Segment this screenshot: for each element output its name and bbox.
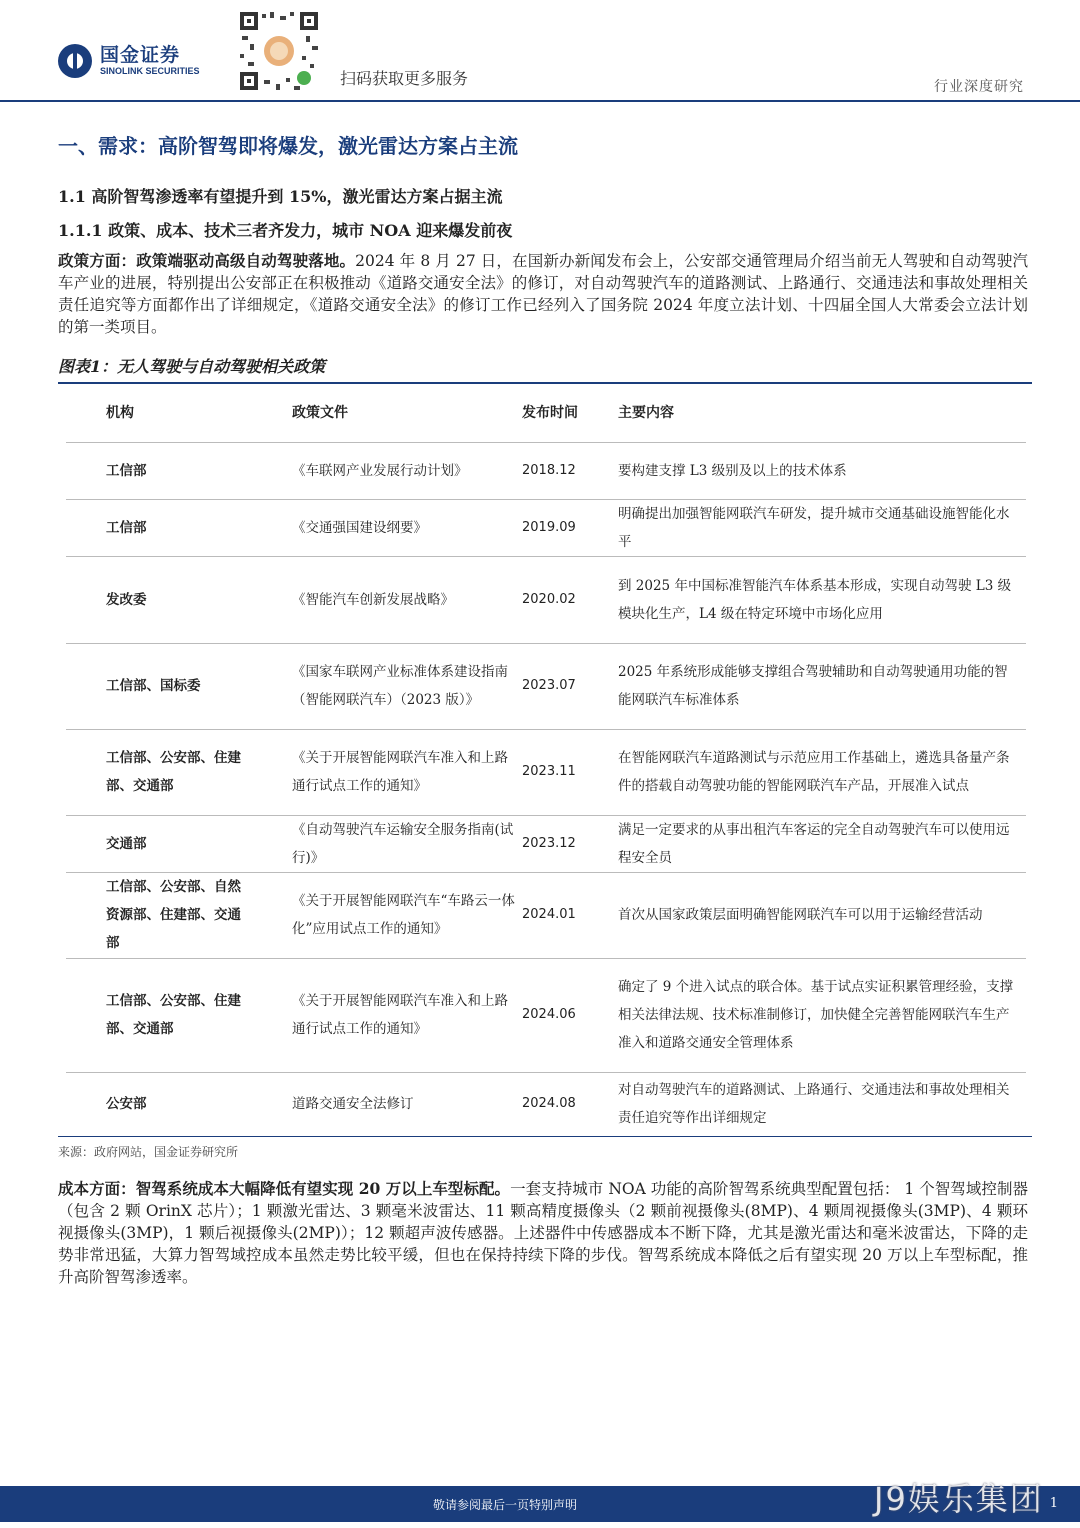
table-row [66,442,1026,499]
row-org: 发改委 [66,556,252,643]
row-org: 交通部 [66,815,252,872]
row-org: 公安部 [106,1096,147,1113]
figure-title: 图表1：无人驾驶与自动驾驶相关政策 [58,357,326,376]
table-row [66,729,1026,815]
row-content: 对自动驾驶汽车的道路测试、上路通行、交通违法和事故处理相关责任追究等作出详细规定 [618,1082,1010,1127]
subsection-heading-1-1-1: 1.1.1 政策、成本、技术三者齐发力，城市 NOA 迎来爆发前夜 [58,221,513,240]
company-logo [58,44,200,78]
table-row [66,872,1026,958]
row-date: 2019.09 [518,499,614,556]
row-content: 要构建支撑 L3 级别及以上的技术体系 [614,442,1026,499]
row-doc: 道路交通安全法修订 [292,1096,414,1113]
figure-source: 来源：政府网站，国金证券研究所 [58,1145,239,1159]
row-date: 2024.06 [518,958,614,1072]
row-doc: 《智能汽车创新发展战略》 [252,556,518,643]
qr-code-icon[interactable] [236,8,322,94]
row-date: 2018.12 [518,442,614,499]
row-org: 工信部、公安部、自然资源部、住建部、交通部 [66,872,252,958]
row-date: 2023.07 [518,643,614,729]
row-date: 2020.02 [518,556,614,643]
row-org: 工信部 [66,442,252,499]
row-date: 2024.01 [518,872,614,958]
logo-cn-text: 国金证券 [100,44,181,66]
table-row [66,815,1026,872]
row-org: 工信部、公安部、住建部、交通部 [66,958,252,1072]
row-doc: 《交通强国建设纲要》 [252,499,518,556]
row-org: 工信部 [66,499,252,556]
row-doc: 《自动驾驶汽车运输安全服务指南(试行)》 [252,815,518,872]
table-row [66,1072,1026,1136]
table-row [66,556,1026,643]
cost-paragraph-lead: 成本方面：智驾系统成本大幅降低有望实现 20 万以上车型标配。 [58,1179,511,1198]
logo-en-text: SINOLINK SECURITIES [100,66,200,76]
policy-paragraph-lead: 政策方面：政策端驱动高级自动驾驶落地。 [58,251,356,270]
subsection-heading-1-1: 1.1 高阶智驾渗透率有望提升到 15%，激光雷达方案占据主流 [58,187,503,206]
row-content: 在智能网联汽车道路测试与示范应用工作基础上，遴选具备量产条件的搭载自动驾驶功能的智能网联汽车产品，开展准入试点 [614,729,1026,815]
footer-disclaimer-link[interactable]: 敬请参阅最后一页特别声明 [432,1498,577,1512]
page-number: 1 [1049,1496,1058,1511]
watermark-text: J9娱乐集团 [874,1480,1044,1518]
table-row [66,499,1026,556]
row-content: 到 2025 年中国标准智能汽车体系基本形成，实现自动驾驶 L3 级模块化生产，L4 级在特定环境中市场化应用 [614,556,1026,643]
page-header [0,0,1080,102]
logo-mark-icon [58,44,92,78]
row-doc: 《关于开展智能网联汽车准入和上路通行试点工作的通知》 [252,729,518,815]
header-date: 发布时间 [518,384,614,442]
figure-bottom-rule [58,1136,1032,1137]
header-content: 主要内容 [614,384,1026,442]
table-header-row [66,384,1026,442]
policy-paragraph [58,250,1028,338]
row-date: 2023.11 [518,729,614,815]
policy-table [66,384,1026,1136]
row-content: 满足一定要求的从事出租汽车客运的完全自动驾驶汽车可以使用远程安全员 [614,815,1026,872]
header-divider [0,100,1080,102]
row-doc: 《关于开展智能网联汽车“车路云一体化”应用试点工作的通知》 [252,872,518,958]
header-org: 机构 [66,384,252,442]
row-content: 明确提出加强智能网联汽车研发，提升城市交通基础设施智能化水平 [614,499,1026,556]
row-date: 2024.08 [522,1096,576,1112]
row-date: 2023.12 [518,815,614,872]
row-content: 首次从国家政策层面明确智能网联汽车可以用于运输经营活动 [614,872,1026,958]
report-type-label: 行业深度研究 [934,79,1024,95]
row-org: 工信部、国标委 [66,643,252,729]
row-doc: 《国家车联网产业标准体系建设指南（智能网联汽车）（2023 版）》 [252,643,518,729]
table-row [66,643,1026,729]
cost-paragraph-body: 一套支持城市 NOA 功能的高阶智驾系统典型配置包括： 1 个智驾域控制器（包含 2 颗 OrinX 芯片）；1 颗激光雷达、3 颗毫米波雷达、11 颗高精度摄像头（2 颗前视摄像头(8MP)、4 颗周视摄像头(3MP)、4 颗环视摄像头(3MP)，1 颗后视摄像头(2MP)）；12 颗超声波传感器。上述器件中传感器成本不断下降，尤其是激光雷达和毫米波雷达，下降的走势非常迅猛，大算力智驾域控成本虽然走势比较平缓，但也在保持持续下降的步伐。智驾系统成本降低之后有望实现 20 万以上车型标配，推升高阶智驾渗透率。 [58,1180,1028,1286]
scan-prompt: 扫码获取更多服务 [340,69,469,88]
row-doc: 《关于开展智能网联汽车准入和上路通行试点工作的通知》 [252,958,518,1072]
table-row [66,958,1026,1072]
section-heading: 一、需求：高阶智驾即将爆发，激光雷达方案占主流 [58,134,518,158]
row-content: 确定了 9 个进入试点的联合体。基于试点实证积累管理经验，支撑相关法律法规、技术标准制修订，加快健全完善智能网联汽车生产准入和道路交通安全管理体系 [614,958,1026,1072]
row-content: 2025 年系统形成能够支撑组合驾驶辅助和自动驾驶通用功能的智能网联汽车标准体系 [614,643,1026,729]
row-doc: 《车联网产业发展行动计划》 [252,442,518,499]
policy-paragraph-body: 2024 年 8 月 27 日，在国新办新闻发布会上，公安部交通管理局介绍当前无人驾驶和自动驾驶汽车产业的进展，特别提出公安部正在积极推动《道路交通安全法》的修订，对自动驾驶汽车的道路测试、上路通行、交通违法和事故处理相关责任追究等方面都作出了详细规定，《道路交通安全法》的修订工作已经列入了国务院 2024 年度立法计划、十四届全国人大常委会立法计划的第一类项目。 [58,252,1028,336]
header-doc: 政策文件 [252,384,518,442]
row-org: 工信部、公安部、住建部、交通部 [66,729,252,815]
cost-paragraph [58,1178,1028,1288]
